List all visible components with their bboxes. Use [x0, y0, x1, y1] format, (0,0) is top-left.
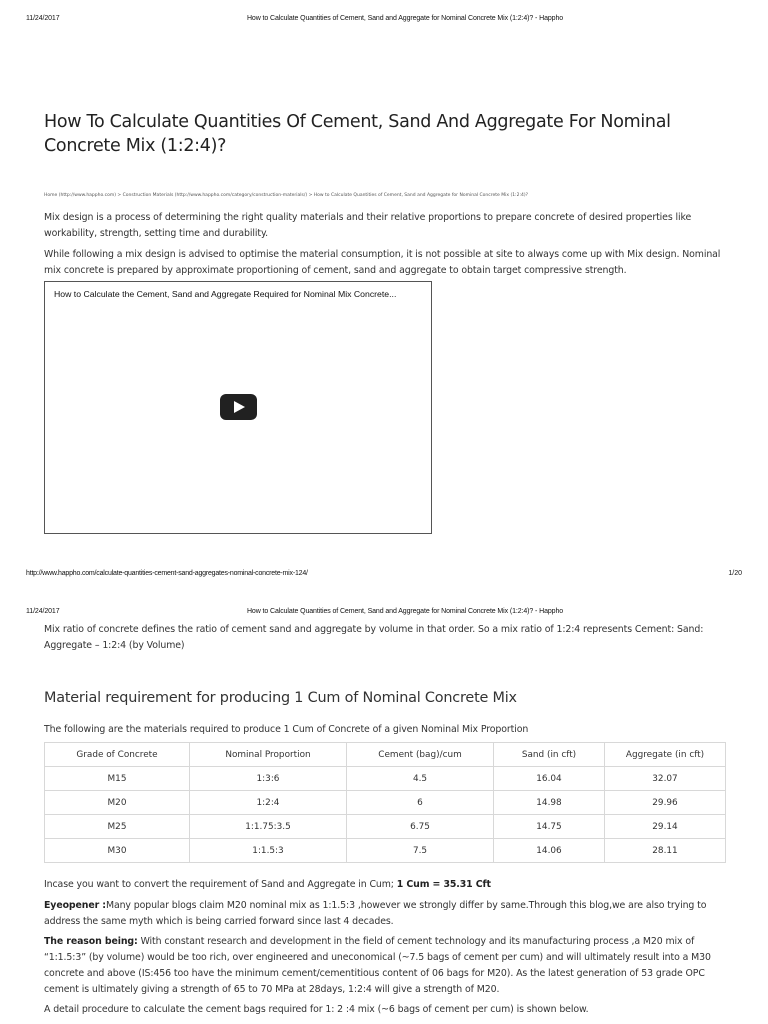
table-cell: 14.06: [494, 839, 605, 863]
page-title: How To Calculate Quantities Of Cement, Sand And Aggregate For Nominal Concrete Mix (1:2:4)?: [44, 112, 671, 156]
header-date: 11/24/2017: [26, 15, 60, 22]
conversion-text: Incase you want to convert the requirement of Sand and Aggregate in Cum;: [44, 879, 397, 890]
header-title: How to Calculate Quantities of Cement, Sand and Aggregate for Nominal Concrete Mix (1:2:4)? - Happho: [246, 15, 564, 22]
column-header: Aggregate (in cft): [605, 743, 726, 767]
footer-url: http://www.happho.com/calculate-quantities-cement-sand-aggregates-nominal-concrete-mix-124/: [26, 570, 308, 577]
table-cell: 14.75: [494, 815, 605, 839]
table-cell: M25: [45, 815, 190, 839]
table-cell: 6.75: [347, 815, 494, 839]
video-embed[interactable]: [44, 281, 432, 534]
table-cell: 29.14: [605, 815, 726, 839]
table-row: [45, 839, 726, 863]
table-cell: 1:1.75:3.5: [190, 815, 347, 839]
video-title[interactable]: How to Calculate the Cement, Sand and Aggregate Required for Nominal Mix Concrete...: [54, 289, 397, 299]
table-cell: 29.96: [605, 791, 726, 815]
breadcrumb[interactable]: Home (http://www.happho.com) > Construction Materials (http://www.happho.com/category/construction-materials/) > How to Calculate Quantities of Cement, Sand and Aggregate for Nominal Concrete Mix (1:2:4)?: [44, 193, 528, 198]
table-cell: 32.07: [605, 767, 726, 791]
table-cell: 16.04: [494, 767, 605, 791]
table-cell: 14.98: [494, 791, 605, 815]
table-cell: 28.11: [605, 839, 726, 863]
table-cell: 1:3:6: [190, 767, 347, 791]
eyeopener-paragraph: [44, 898, 724, 930]
nominal-mix-paragraph: While following a mix design is advised to optimise the material consumption, it is not possible at site to always come up with Mix design. Nominal mix concrete is prepared by approximate proportioning of cement, sand and aggregate to obtain target compressive strength.: [44, 249, 721, 276]
conversion-paragraph: [44, 877, 724, 893]
table-cell: M20: [45, 791, 190, 815]
intro-paragraph: Mix design is a process of determining the right quality materials and their relative proportions to prepare concrete of desired properties like workability, strength, setting time and durability.: [44, 212, 692, 239]
table-cell: 6: [347, 791, 494, 815]
column-header: Nominal Proportion: [190, 743, 347, 767]
eyeopener-text: Many popular blogs claim M20 nominal mix as 1:1.5:3 ,however we strongly differ by same.Through this blog,we are also trying to address the same myth which is being carried forward since last 4 decades.: [44, 900, 707, 927]
table-cell: 4.5: [347, 767, 494, 791]
header-title-page2: How to Calculate Quantities of Cement, Sand and Aggregate for Nominal Concrete Mix (1:2:4)? - Happho: [246, 608, 564, 615]
column-header: Cement (bag)/cum: [347, 743, 494, 767]
table-cell: 7.5: [347, 839, 494, 863]
table-cell: 1:2:4: [190, 791, 347, 815]
material-requirement-table: [44, 742, 726, 863]
play-icon[interactable]: [220, 394, 257, 420]
reason-text: With constant research and development in the field of cement technology and its manufacturing process ,a M20 mix of “1:1.5:3” (by volume) would be too rich, over engineered and uneconomical (~7.5 bags of cement per cum) and will ultimately result into a M30 concrete and above (IS:456 too have the minimum cement/cementitious content of 06 bags for M20). As the latest generation of 53 grade OPC cement is ultimately giving a strength of 65 to 70 MPa at 28days, 1:2:4 will give a strength of M20.: [44, 936, 711, 995]
table-cell: M30: [45, 839, 190, 863]
mix-ratio-paragraph: Mix ratio of concrete defines the ratio of cement sand and aggregate by volume in that order. So a mix ratio of 1:2:4 represents Cement: Sand: Aggregate – 1:2:4 (by Volume): [44, 624, 704, 651]
column-header: Sand (in cft): [494, 743, 605, 767]
detail-paragraph: A detail procedure to calculate the cement bags required for 1: 2 :4 mix (~6 bags of cement per cum) is shown below.: [44, 1004, 589, 1015]
reason-label: The reason being:: [44, 936, 138, 947]
table-header-row: [45, 743, 726, 767]
page-number: 1/20: [728, 570, 742, 577]
reason-paragraph: [44, 934, 724, 998]
conversion-value: 1 Cum = 35.31 Cft: [396, 879, 491, 890]
table-cell: M15: [45, 767, 190, 791]
section-heading: Material requirement for producing 1 Cum of Nominal Concrete Mix: [44, 690, 517, 706]
table-cell: 1:1.5:3: [190, 839, 347, 863]
column-header: Grade of Concrete: [45, 743, 190, 767]
header-date-page2: 11/24/2017: [26, 608, 60, 615]
table-intro: The following are the materials required to produce 1 Cum of Concrete of a given Nominal Mix Proportion: [44, 724, 529, 735]
table-row: [45, 815, 726, 839]
table-row: [45, 767, 726, 791]
eyeopener-label: Eyeopener :: [44, 900, 106, 911]
table-row: [45, 791, 726, 815]
